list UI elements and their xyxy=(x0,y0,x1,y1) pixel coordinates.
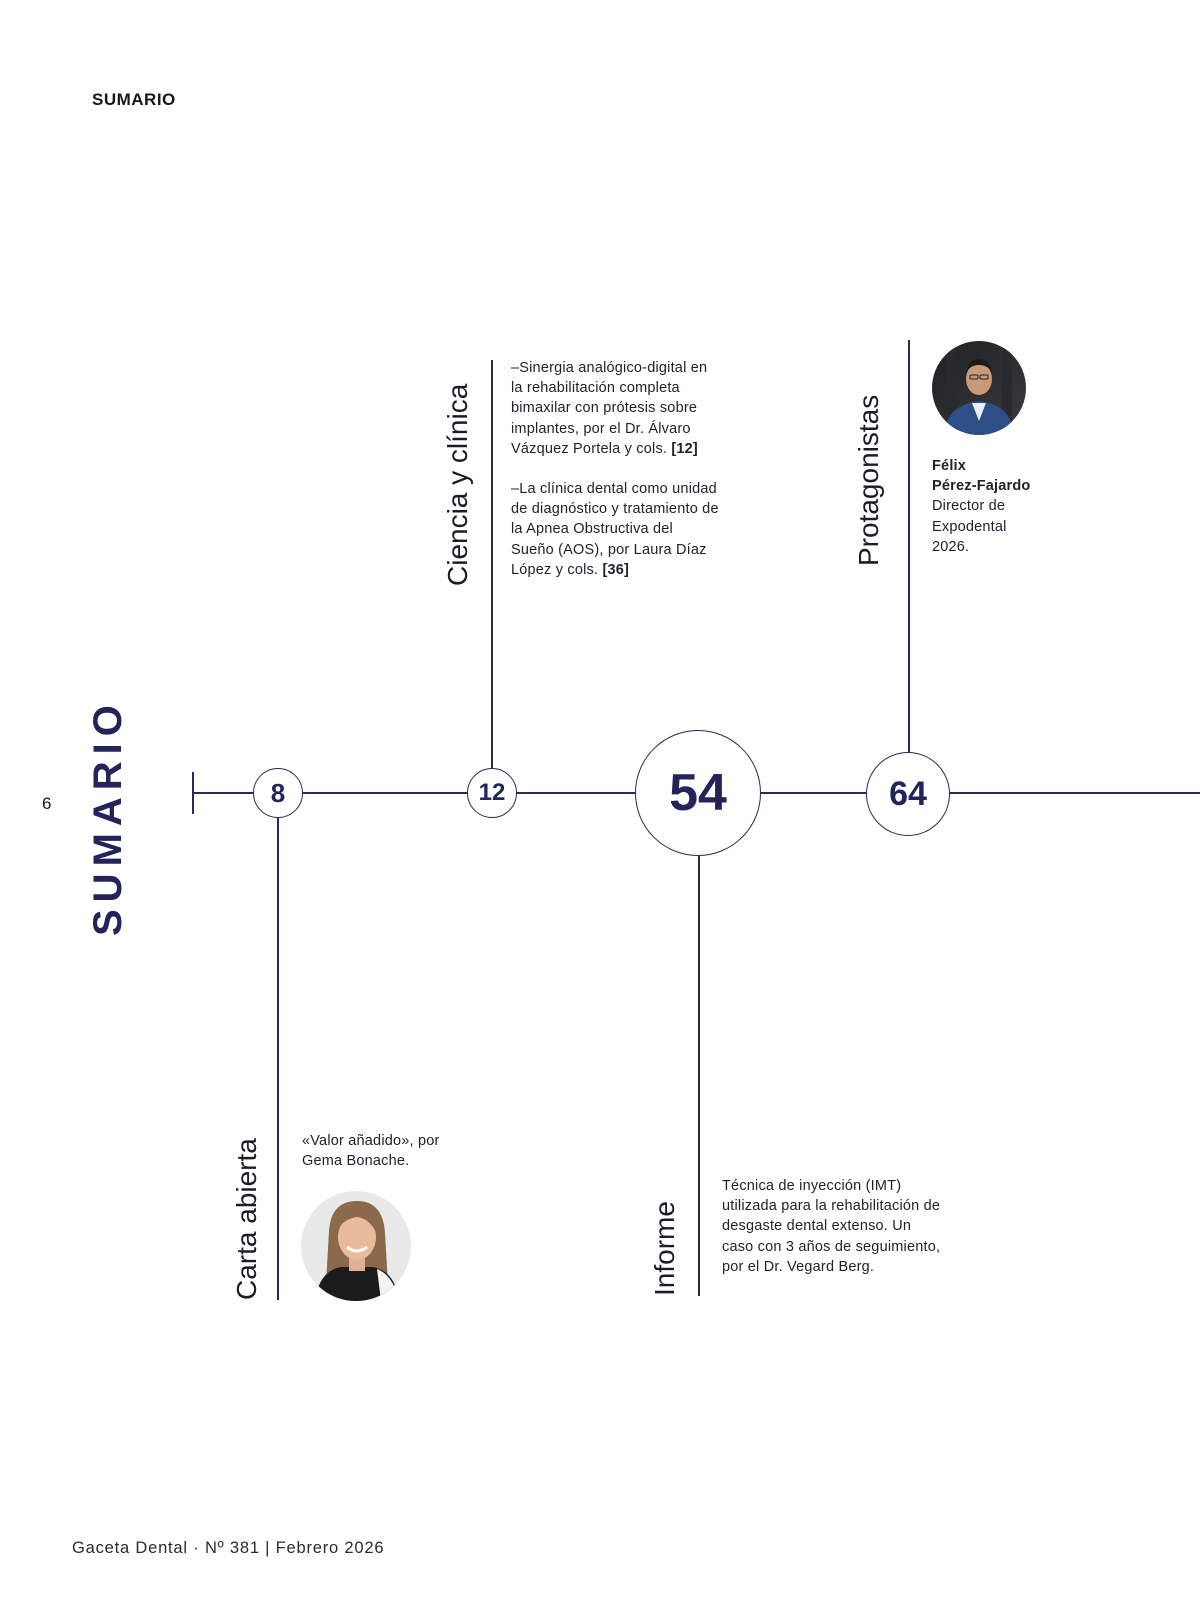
marker-64 xyxy=(866,752,950,836)
connector-carta-abierta xyxy=(277,818,279,1300)
footer-publication: Gaceta Dental · Nº 381 | Febrero 2026 xyxy=(72,1539,385,1557)
protagonist-name-line-1: Félix xyxy=(932,458,967,474)
section-label-protagonistas: Protagonistas xyxy=(853,394,884,566)
ciencia-clinica-item-2 xyxy=(511,479,719,580)
protagonist-name-line-2: Pérez-Fajardo xyxy=(932,478,1031,495)
item-text: –La clínica dental como unidad de diagnóstico y tratamiento de la Apnea Obstructiva del Sueño (AOS), por Laura Díaz López y cols. xyxy=(511,481,719,578)
ciencia-clinica-item-1 xyxy=(511,358,719,459)
marker-number: 8 xyxy=(270,777,286,808)
marker-number: 54 xyxy=(669,764,727,822)
header-label: SUMARIO xyxy=(92,90,176,109)
ciencia-clinica-text xyxy=(511,358,719,600)
item-ref: [36] xyxy=(602,561,630,578)
timeline-start-tick xyxy=(192,772,194,814)
marker-number: 64 xyxy=(889,774,927,813)
carta-abierta-avatar xyxy=(301,1191,411,1301)
side-title: SUMARIO xyxy=(86,698,130,936)
connector-ciencia-clinica xyxy=(491,360,493,768)
marker-54 xyxy=(635,730,761,856)
section-label-carta-abierta: Carta abierta xyxy=(231,1138,262,1300)
section-label-informe: Informe xyxy=(649,1201,680,1296)
protagonistas-text xyxy=(932,456,1062,557)
section-label-ciencia-clinica: Ciencia y clínica xyxy=(442,383,473,586)
connector-protagonistas xyxy=(908,340,910,752)
item-ref: [12] xyxy=(671,440,698,457)
protagonist-role: Director de Expodental 2026. xyxy=(932,498,1007,555)
marker-12 xyxy=(467,768,517,818)
marker-number: 12 xyxy=(478,779,506,806)
carta-abierta-text: «Valor añadido», por Gema Bonache. xyxy=(302,1133,440,1170)
protagonist-avatar xyxy=(932,341,1026,435)
page-number: 6 xyxy=(42,794,52,813)
informe-text: Técnica de inyección (IMT) utilizada para la rehabilitación de desgaste dental extenso. Un caso con 3 años de seguimiento, por el Dr. Vegard Berg. xyxy=(722,1178,941,1275)
item-text: –Sinergia analógico-digital en la rehabilitación completa bimaxilar con prótesis sobre implantes, por el Dr. Álvaro Vázquez Portela y cols. xyxy=(511,360,708,457)
connector-informe xyxy=(698,856,700,1296)
marker-8 xyxy=(253,768,303,818)
